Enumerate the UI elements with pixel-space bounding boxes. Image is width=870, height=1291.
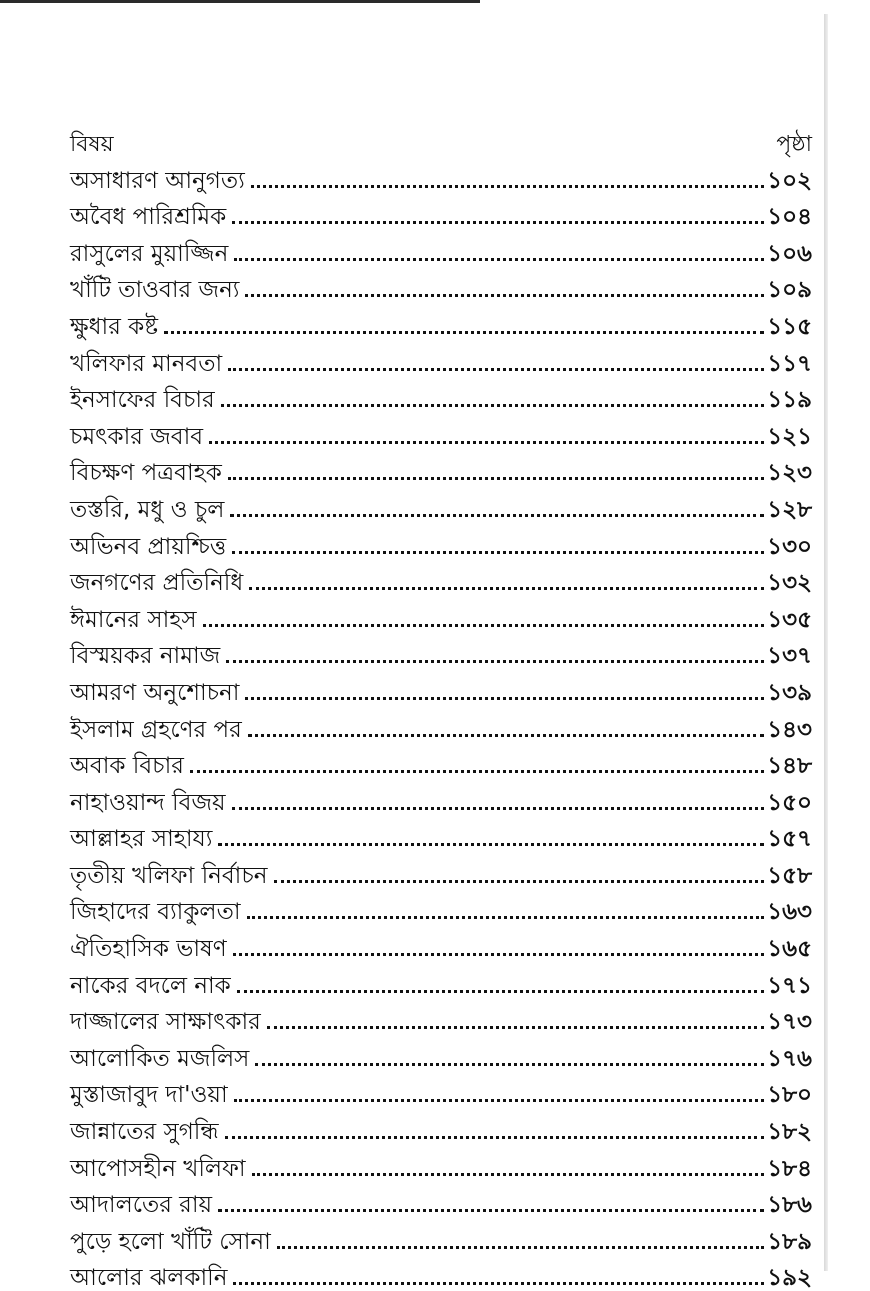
toc-entry-title: আদালতের রায় — [70, 1192, 213, 1219]
toc-leader-dots — [209, 441, 764, 444]
toc-leader-dots — [230, 514, 764, 517]
toc-leader-dots — [228, 477, 764, 480]
toc-leader-dots — [267, 1026, 764, 1029]
toc-entry — [70, 1107, 812, 1144]
toc-leader-dots — [218, 843, 764, 846]
toc-entry — [70, 1217, 812, 1254]
toc-entry-page: ১৪৩ — [767, 716, 812, 743]
toc-entry-title: বিস্ময়কর নামাজ — [70, 643, 221, 670]
toc-entry-title: জিহাদের ব্যাকুলতা — [70, 899, 241, 926]
toc-list — [70, 156, 812, 1290]
toc-entry-title: তস্তরি, মধু ও চুল — [70, 496, 225, 523]
toc-leader-dots — [225, 1136, 765, 1139]
toc-leader-dots — [164, 331, 764, 334]
toc-entry-title: জনগণের প্রতিনিধি — [70, 570, 244, 597]
toc-entry-title: ক্ষুধার কষ্ট — [70, 313, 159, 340]
toc-entry-title: ইসলাম গ্রহণের পর — [70, 716, 242, 743]
toc-entry-page: ১০৬ — [767, 240, 812, 267]
toc-entry — [70, 193, 812, 230]
toc-entry-page: ১১৫ — [767, 313, 812, 340]
page-top-edge — [0, 0, 480, 3]
toc-entry-title: আমরণ অনুশোচনা — [70, 679, 240, 706]
toc-entry — [70, 1181, 812, 1218]
toc-entry — [70, 632, 812, 669]
toc-entry — [70, 815, 812, 852]
toc-entry-page: ১০২ — [767, 167, 812, 194]
toc-entry-page: ১৮৬ — [767, 1192, 812, 1219]
toc-leader-dots — [218, 1209, 764, 1212]
toc-entry-title: ঈমানের সাহস — [70, 606, 197, 633]
toc-entry — [70, 1034, 812, 1071]
toc-entry-page: ১৪৮ — [767, 753, 812, 780]
toc-leader-dots — [255, 1063, 764, 1066]
toc-leader-dots — [228, 368, 764, 371]
toc-entry — [70, 412, 812, 449]
toc-entry-page: ১৩৫ — [767, 606, 812, 633]
toc-entry-page: ১৩৭ — [767, 643, 812, 670]
toc-entry-page: ১৫০ — [767, 789, 812, 816]
toc-entry-title: অবৈধ পারিশ্রমিক — [70, 204, 227, 231]
toc-entry-page: ১২৩ — [767, 460, 812, 487]
toc-entry-page: ১৬৩ — [767, 899, 812, 926]
toc-entry-title: খাঁটি তাওবার জন্য — [70, 277, 240, 304]
toc-entry — [70, 961, 812, 998]
toc-leader-dots — [249, 587, 764, 590]
toc-leader-dots — [245, 294, 764, 297]
toc-entry-page: ১৭১ — [767, 972, 812, 999]
toc-leader-dots — [245, 697, 764, 700]
toc-leader-dots — [203, 624, 765, 627]
toc-entry-title: নাহাওয়ান্দ বিজয় — [70, 789, 226, 816]
toc-leader-dots — [232, 551, 764, 554]
toc-entry-title: নাকের বদলে নাক — [70, 972, 231, 999]
toc-entry-page: ১৬৫ — [767, 936, 812, 963]
toc-leader-dots — [234, 1099, 765, 1102]
toc-entry-page: ১৫৭ — [767, 826, 812, 853]
toc-leader-dots — [277, 1246, 764, 1249]
toc-entry-title: অবাক বিচার — [70, 753, 184, 780]
toc-entry-page: ১৮৪ — [767, 1155, 812, 1182]
toc-leader-dots — [226, 660, 764, 663]
toc-leader-dots — [251, 185, 764, 188]
toc-entry-page: ১২৮ — [767, 496, 812, 523]
toc-entry-page: ১৫৮ — [767, 862, 812, 889]
toc-entry-title: রাসুলের মুয়াজ্জিন — [70, 240, 229, 267]
toc-entry — [70, 888, 812, 925]
toc-entry-title: তৃতীয় খলিফা নির্বাচন — [70, 862, 268, 889]
toc-entry-title: খলিফার মানবতা — [70, 350, 223, 377]
toc-entry — [70, 302, 812, 339]
toc-entry — [70, 705, 812, 742]
toc-entry — [70, 559, 812, 596]
toc-leader-dots — [233, 953, 765, 956]
toc-entry-page: ১৩০ — [767, 533, 812, 560]
toc-entry-page: ১৮২ — [767, 1119, 812, 1146]
toc-entry-title: মুস্তাজাবুদ দা'ওয়া — [70, 1082, 228, 1109]
toc-entry — [70, 339, 812, 376]
toc-entry — [70, 998, 812, 1035]
toc-entry-page: ১৮৯ — [767, 1228, 812, 1255]
toc-header-subject: বিষয় — [70, 132, 114, 157]
toc-entry — [70, 595, 812, 632]
toc-entry — [70, 851, 812, 888]
page-right-edge — [824, 14, 828, 1271]
toc-entry-page: ১৩২ — [767, 570, 812, 597]
toc-entry — [70, 485, 812, 522]
toc-leader-dots — [237, 990, 764, 993]
toc-leader-dots — [232, 221, 764, 224]
toc-entry — [70, 229, 812, 266]
toc-entry-title: অসাধারণ আনুগত্য — [70, 167, 245, 194]
toc-leader-dots — [247, 916, 765, 919]
toc-entry-page: ১১৭ — [767, 350, 812, 377]
toc-leader-dots — [234, 258, 764, 261]
toc-leader-dots — [221, 404, 765, 407]
toc-entry — [70, 449, 812, 486]
toc-leader-dots — [252, 1173, 765, 1176]
toc-leader-dots — [190, 770, 764, 773]
toc-entry — [70, 924, 812, 961]
toc-entry-title: জান্নাতের সুগন্ধি — [70, 1119, 219, 1146]
toc-entry-page: ১৮০ — [767, 1082, 812, 1109]
toc-entry — [70, 1254, 812, 1291]
toc-leader-dots — [248, 734, 764, 737]
toc-entry-title: অভিনব প্রায়শ্চিত্ত — [70, 533, 227, 560]
toc-entry-title: ঐতিহাসিক ভাষণ — [70, 936, 227, 963]
toc-leader-dots — [232, 807, 765, 810]
toc-entry-page: ১৭৩ — [767, 1009, 812, 1036]
toc-entry — [70, 1071, 812, 1108]
toc-entry — [70, 778, 812, 815]
toc-entry-page: ১০৪ — [767, 204, 812, 231]
toc-entry-title: আলোর ঝলকানি — [70, 1265, 228, 1291]
toc-entry — [70, 1144, 812, 1181]
toc-entry — [70, 156, 812, 193]
toc-entry-page: ১৯২ — [767, 1265, 812, 1291]
toc-entry-page: ১১৯ — [767, 387, 812, 414]
toc-entry-page: ১০৯ — [767, 277, 812, 304]
toc-entry — [70, 742, 812, 779]
toc-entry — [70, 376, 812, 413]
toc-leader-dots — [274, 880, 765, 883]
toc-entry-title: দাজ্জালের সাক্ষাৎকার — [70, 1009, 261, 1036]
toc-entry-title: আলোকিত মজলিস — [70, 1045, 250, 1072]
toc-entry — [70, 266, 812, 303]
toc-entry-title: পুড়ে হলো খাঁটি সোনা — [70, 1228, 271, 1255]
toc-entry-title: ইনসাফের বিচার — [70, 387, 215, 414]
table-of-contents — [70, 118, 812, 1290]
toc-entry-page: ১৭৬ — [767, 1045, 812, 1072]
toc-entry-page: ১৩৯ — [767, 679, 812, 706]
toc-entry-title: চমৎকার জবাব — [70, 423, 204, 450]
toc-entry-title: আপোসহীন খলিফা — [70, 1155, 246, 1182]
toc-leader-dots — [233, 1282, 764, 1285]
toc-header — [70, 118, 812, 156]
toc-entry — [70, 668, 812, 705]
toc-entry-page: ১২১ — [767, 423, 812, 450]
toc-entry — [70, 522, 812, 559]
toc-header-page: পৃষ্ঠা — [776, 132, 812, 157]
toc-entry-title: বিচক্ষণ পত্রবাহক — [70, 460, 222, 487]
toc-entry-title: আল্লাহর সাহায্য — [70, 826, 213, 853]
